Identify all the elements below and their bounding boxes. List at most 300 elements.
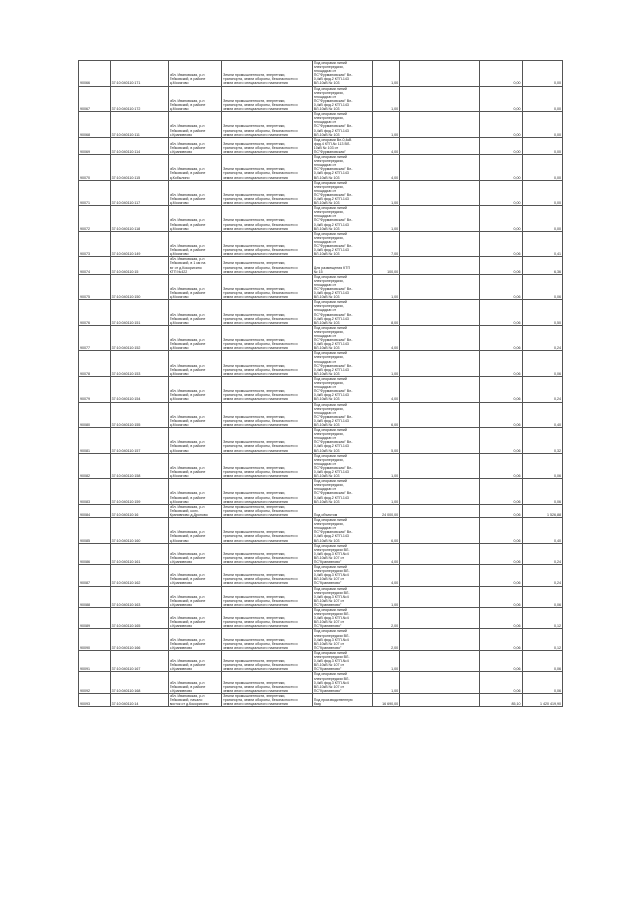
area-value: 24 000,00 [372, 504, 399, 517]
empty-cell [400, 61, 480, 87]
address-cell-line: Тейковский, в районе [169, 495, 206, 500]
address-cell-line: с.Крапивново [169, 645, 193, 650]
land-category-cell [222, 693, 313, 706]
table-row [79, 274, 563, 300]
permitted-use-cell-line: Под опорами линий [313, 428, 347, 433]
address-cell [168, 672, 222, 693]
address-cell-line: обл. Ивановская, р-н [169, 680, 205, 685]
address-cell-line: Тейковский, в районе [169, 534, 206, 539]
address-cell-line: д.Мосягово [169, 320, 189, 325]
cadastral-number: 37:10:040110:159 [110, 479, 168, 505]
permitted-use-cell-line: электропередачи, [313, 432, 344, 437]
permitted-use-cell-line: площадью от [313, 94, 337, 99]
table-row [79, 453, 563, 479]
permitted-use-cell [312, 180, 372, 206]
permitted-use-cell [312, 86, 372, 112]
permitted-use-cell-line: 0,4кВ фид.3 КТП-№4 [313, 551, 349, 556]
permitted-use-cell-line: Под опорами линий [313, 351, 347, 356]
result-value: 0,12 [522, 608, 562, 629]
result-value: 1 526,88 [522, 504, 562, 517]
address-cell-line: д.Мосягово [169, 474, 189, 479]
address-cell-line: Тейковский, колх. [169, 508, 199, 513]
area-value: 6,00 [372, 402, 399, 428]
rate-value: 0,06 [479, 274, 522, 300]
table-row [79, 629, 563, 650]
address-cell-line: с.Крапивново [169, 581, 193, 586]
area-value: 4,00 [372, 565, 399, 586]
table-row [79, 206, 563, 232]
permitted-use-cell [312, 672, 372, 693]
permitted-use-cell-line: площадью от [313, 282, 337, 287]
permitted-use-cell [312, 300, 372, 326]
table-row [79, 137, 563, 154]
address-cell [168, 300, 222, 326]
permitted-use-cell-line: ВЛ-10кВ № 103 [313, 538, 340, 543]
empty-cell [400, 543, 480, 564]
land-category-cell-line: земли иного специального назначения [223, 346, 288, 351]
land-category-cell-line: Земли промышленности, энергетики, [223, 244, 286, 249]
permitted-use-cell-line: площадью от [313, 334, 337, 338]
result-value: 0,00 [522, 61, 562, 87]
land-category-cell-line: земли иного специального назначения [223, 499, 288, 504]
land-category-cell-line: транспорта, земли обороны, безопасности и [223, 291, 298, 296]
permitted-use-cell-line: электропередачи ВЛ- [313, 612, 350, 617]
address-cell-line: Тейковский, в районе [169, 641, 206, 646]
row-number: 90070 [79, 155, 111, 181]
permitted-use-cell-line: 0,4кВ фид.2 КТП-143 [313, 291, 349, 296]
result-value: 0,12 [522, 629, 562, 650]
permitted-use-cell-line: фид.4 КТП-№ 113 ВЛ- [313, 141, 351, 146]
address-cell [168, 137, 222, 154]
row-number: 90089 [79, 608, 111, 629]
permitted-use-cell-line: площадью от [313, 239, 337, 244]
land-category-cell-line: транспорта, земли обороны, безопасности и [223, 663, 298, 668]
permitted-use-cell-line: ПС"Фурмановская" Вл- [313, 73, 353, 78]
empty-cell [400, 518, 480, 544]
land-category-cell-line: транспорта, земли обороны, безопасности и [223, 145, 298, 150]
land-category-cell-line: транспорта, земли обороны, безопасности и [223, 495, 298, 500]
land-category-cell [222, 112, 313, 138]
address-cell [168, 231, 222, 257]
address-cell [168, 565, 222, 586]
result-value: 0,06 [522, 453, 562, 479]
land-category-cell [222, 137, 313, 154]
rate-value: 0,06 [479, 672, 522, 693]
land-category-cell-line: транспорта, земли обороны, безопасности и [223, 197, 298, 201]
address-cell [168, 402, 222, 428]
address-cell-line: обл. Ивановская, р-н [169, 312, 205, 317]
land-category-cell [222, 257, 313, 274]
land-category-cell-line: Земли промышленности, энергетики, [223, 616, 286, 621]
permitted-use-cell [312, 137, 372, 154]
land-category-cell [222, 518, 313, 544]
address-cell [168, 693, 222, 706]
rate-value: 0,06 [479, 453, 522, 479]
address-cell-line: Тейковский, в районе [169, 197, 206, 201]
cadastral-number: 37:10:040110:157 [110, 428, 168, 454]
permitted-use-cell-line: 0,4кВ фид.2 КТП-143 [313, 342, 349, 347]
permitted-use-cell-line: ПС"Крапивново" [313, 645, 342, 650]
empty-cell [400, 672, 480, 693]
permitted-use-cell-line: ВЛ-10кВ № 103 [313, 346, 340, 351]
area-value: 1,00 [372, 672, 399, 693]
permitted-use-cell-line: ВЛ-10кВ № 107 от [313, 620, 345, 625]
permitted-use-cell-line: электропередачи, [313, 457, 344, 462]
empty-cell [400, 325, 480, 351]
permitted-use-cell-line: Под опорами линий [313, 300, 347, 305]
permitted-use-cell-line: ПС"Крапивново" [313, 581, 342, 586]
row-number: 90090 [79, 629, 111, 650]
rate-value: 0,06 [479, 257, 522, 274]
cadastral-number: 37:10:040110:160 [110, 518, 168, 544]
permitted-use-cell-line: 0,4кВ фид.2 КТП-143 [313, 102, 349, 107]
address-cell-line: Тейковский, в районе [169, 222, 206, 227]
table-row [79, 257, 563, 274]
permitted-use-cell-line: ПС"Фурмановская" Вл- [313, 465, 353, 470]
empty-cell [400, 402, 480, 428]
land-category-cell [222, 402, 313, 428]
permitted-use-cell [312, 112, 372, 138]
area-value: 6,00 [372, 518, 399, 544]
row-number: 90067 [79, 86, 111, 112]
land-category-cell-line: Земли промышленности, энергетики, [223, 73, 286, 78]
address-cell-line: обл. Ивановская, р-н [169, 141, 205, 146]
land-category-cell-line: транспорта, земли обороны, безопасности и [223, 102, 298, 107]
address-cell [168, 180, 222, 206]
table-row [79, 231, 563, 257]
permitted-use-cell-line: электропередачи, [313, 159, 344, 164]
permitted-use-cell-line: Под опорами линий [313, 629, 347, 634]
result-value: 6,36 [522, 257, 562, 274]
address-cell [168, 274, 222, 300]
land-category-cell-line: транспорта, земли обороны, безопасности и [223, 508, 298, 513]
permitted-use-cell-line: Под опорами Вл-0,4кВ [313, 137, 352, 142]
land-category-cell [222, 629, 313, 650]
area-value: 4,00 [372, 543, 399, 564]
permitted-use-cell [312, 586, 372, 607]
permitted-use-cell-line: ВЛ-10кВ № 103 [313, 397, 340, 402]
address-cell [168, 629, 222, 650]
result-value: 1 420 419,90 [522, 693, 562, 706]
permitted-use-cell-line: площадью от [313, 487, 337, 492]
land-category-cell-line: транспорта, земли обороны, безопасности и [223, 555, 298, 560]
address-cell-line: обл. Ивановская, р-н [169, 338, 205, 343]
land-category-cell-line: земли иного специального назначения [223, 422, 288, 427]
permitted-use-cell-line: ПС"Фурмановская" Вл- [313, 530, 353, 535]
permitted-use-cell-line: Под опорами линий [313, 206, 347, 211]
permitted-use-cell-line: Под опорами линий [313, 86, 347, 91]
address-cell-line: обл. Ивановская, р-н [169, 659, 205, 664]
address-cell-line: Тейковский, в районе [169, 316, 206, 321]
result-value: 0,24 [522, 376, 562, 402]
row-number: 90092 [79, 672, 111, 693]
permitted-use-cell-line: 0,4кВ фид.2 КТП-143 [313, 393, 349, 398]
permitted-use-cell-line: ПС"Крапивново" [313, 624, 342, 629]
permitted-use-cell-line: Под опорами линий [313, 479, 347, 484]
land-category-cell-line: Земли промышленности, энергетики, [223, 491, 286, 496]
area-value: 5,00 [372, 428, 399, 454]
address-cell-line: д.Мосягово [169, 499, 189, 504]
rate-value: 0,06 [479, 650, 522, 671]
cadastral-number: 37:10:040110:150 [110, 274, 168, 300]
land-category-cell [222, 155, 313, 181]
permitted-use-cell-line: электропередачи, [313, 304, 344, 309]
result-value: 0,00 [522, 155, 562, 181]
row-number: 90069 [79, 137, 111, 154]
row-number: 90087 [79, 565, 111, 586]
rate-value: 0,00 [479, 155, 522, 181]
row-number: 90066 [79, 61, 111, 87]
row-number: 90082 [79, 453, 111, 479]
permitted-use-cell-line: электропередачи, [313, 65, 344, 70]
table-row [79, 112, 563, 138]
permitted-use-cell-line: ВЛ-10кВ № 103 [313, 252, 340, 257]
address-cell [168, 479, 222, 505]
permitted-use-cell-line: Под опорами линий [313, 376, 347, 381]
land-category-cell-line: транспорта, земли обороны, безопасности и [223, 534, 298, 539]
address-cell-line: обл. Ивановская, р-н [169, 616, 205, 621]
permitted-use-cell-line: Под опорами линий [313, 180, 347, 185]
empty-cell [400, 180, 480, 206]
land-category-cell-line: земли иного специального назначения [223, 149, 288, 154]
cadastral-number: 37:10:040110:166 [110, 629, 168, 650]
land-category-cell [222, 479, 313, 505]
address-cell [168, 428, 222, 454]
address-cell [168, 376, 222, 402]
land-category-cell-line: Земли промышленности, энергетики, [223, 312, 286, 317]
permitted-use-cell-line: 0,4кВ фид.3 КТП-№4 [313, 637, 349, 642]
permitted-use-cell-line: электропередачи, [313, 235, 344, 240]
address-cell-line: обл. Ивановская, р-н [169, 491, 205, 496]
land-category-cell-line: Земли промышленности, энергетики, [223, 218, 286, 223]
table-row [79, 300, 563, 326]
permitted-use-cell-line: электропередачи ВЛ- [313, 676, 350, 681]
address-cell-line: обл. Ивановская, р-н [169, 440, 205, 445]
address-cell-line: д.Мосягово [169, 538, 189, 543]
result-value: 0,06 [522, 586, 562, 607]
permitted-use-cell-line: ВЛ-10кВ № 103 [313, 201, 340, 206]
permitted-use-cell-line: 10кВ № 103 от [313, 145, 339, 150]
permitted-use-cell-line: 0,4кВ фид.2 КТП-143 [313, 77, 349, 82]
land-category-cell-line: Земли промышленности, энергетики, [223, 573, 286, 578]
row-number: 90088 [79, 586, 111, 607]
permitted-use-cell-line: электропередачи ВЛ- [313, 655, 350, 660]
empty-cell [400, 351, 480, 377]
permitted-use-cell [312, 325, 372, 351]
permitted-use-cell-line: ВЛ-10кВ № 107 от [313, 555, 345, 560]
land-category-cell-line: Земли промышленности, энергетики, [223, 261, 286, 266]
address-cell-line: д.Мосягово [169, 295, 189, 300]
land-category-cell-line: земли иного специального назначения [223, 538, 288, 543]
address-cell-line: обл. Ивановская, р-н [169, 465, 205, 470]
address-cell-line: обл. Ивановская, р-н [169, 124, 205, 129]
row-number: 90076 [79, 300, 111, 326]
permitted-use-cell-line: ВЛ-10кВ № 107 от [313, 641, 345, 646]
land-category-cell-line: транспорта, земли обороны, безопасности и [223, 418, 298, 423]
land-category-cell-line: транспорта, земли обороны, безопасности и [223, 316, 298, 321]
cadastral-number: 37:10:040110:114 [110, 137, 168, 154]
result-value: 0,00 [522, 112, 562, 138]
land-category-cell-line: транспорта, земли обороны, безопасности и [223, 128, 298, 133]
land-category-cell [222, 86, 313, 112]
result-value: 0,41 [522, 231, 562, 257]
permitted-use-cell-line: ВЛ-10кВ № 103 [313, 422, 340, 427]
permitted-use-cell-line: ПС"Фурмановская" Вл- [313, 98, 353, 103]
permitted-use-cell-line: Под опорами линий [313, 61, 347, 65]
land-category-cell [222, 565, 313, 586]
permitted-use-cell [312, 231, 372, 257]
permitted-use-cell-line: базу [313, 702, 322, 707]
result-value: 0,06 [522, 351, 562, 377]
empty-cell [400, 206, 480, 232]
land-category-cell-line: Земли промышленности, энергетики, [223, 389, 286, 394]
permitted-use-cell-line: 0,4кВ фид.2 КТП-143 [313, 128, 349, 133]
permitted-use-cell-line: 0,4кВ фид.2 КТП-143 [313, 316, 349, 321]
address-cell [168, 586, 222, 607]
address-cell [168, 608, 222, 629]
row-number: 90083 [79, 479, 111, 505]
permitted-use-cell-line: Для размещения КТП [313, 265, 351, 270]
land-category-cell [222, 180, 313, 206]
land-category-cell-line: транспорта, земли обороны, безопасности и [223, 265, 298, 270]
address-cell-line: Тейковский, в районе [169, 577, 206, 582]
permitted-use-cell-line: ВЛ-10кВ № 103 [313, 175, 340, 180]
address-cell-line: обл. Ивановская, р-н [169, 73, 205, 78]
area-value: 1,00 [372, 274, 399, 300]
cadastral-number: 37:10:040110:15 [110, 257, 168, 274]
empty-cell [400, 137, 480, 154]
row-number: 90081 [79, 428, 111, 454]
permitted-use-cell-line: ПС"Фурмановская" Вл- [313, 363, 353, 368]
permitted-use-cell-line: электропередачи ВЛ- [313, 547, 350, 552]
rate-value: 0,06 [479, 376, 522, 402]
result-value: 0,40 [522, 402, 562, 428]
land-category-cell [222, 650, 313, 671]
land-category-cell [222, 300, 313, 326]
land-category-cell-line: земли иного специального назначения [223, 581, 288, 586]
permitted-use-cell-line: 0,4кВ фид.2 КТП-143 [313, 197, 349, 201]
empty-cell [400, 453, 480, 479]
area-value: 4,00 [372, 325, 399, 351]
address-cell [168, 543, 222, 564]
permitted-use-cell-line: Под опорами линий [313, 650, 347, 655]
row-number: 90072 [79, 206, 111, 232]
table-row [79, 402, 563, 428]
permitted-use-cell-line: площадью от [313, 359, 337, 364]
row-number: 90071 [79, 180, 111, 206]
address-cell-line: Тейковский, в районе [169, 342, 206, 347]
permitted-use-cell [312, 650, 372, 671]
permitted-use-cell-line: ВЛ-10кВ № 103 [313, 448, 340, 453]
address-cell-line: д.Мосягово [169, 201, 189, 206]
address-cell-line: юг от д.Кокорихино [169, 265, 202, 270]
cadastral-number: 37:10:040110:149 [110, 231, 168, 257]
land-category-cell-line: земли иного специального назначения [223, 474, 288, 479]
permitted-use-cell-line: ПС"Крапивново" [313, 688, 342, 693]
row-number: 90078 [79, 351, 111, 377]
permitted-use-cell-line: ВЛ-10кВ № 107 от [313, 663, 345, 668]
permitted-use-cell-line: 0,4кВ фид.2 КТП-143 [313, 222, 349, 227]
permitted-use-cell-line: электропередачи, [313, 406, 344, 411]
cadastral-number: 37:10:040110:151 [110, 300, 168, 326]
permitted-use-cell-line: Под опорами линий [313, 325, 347, 330]
address-cell-line: с.Крапивново [169, 624, 193, 629]
permitted-use-cell [312, 206, 372, 232]
land-category-cell-line: транспорта, земли обороны, безопасности и [223, 577, 298, 582]
land-category-cell [222, 504, 313, 517]
table-row [79, 351, 563, 377]
empty-cell [400, 504, 480, 517]
permitted-use-cell-line: ВЛ-10кВ № 107 от [313, 684, 345, 689]
permitted-use-cell [312, 155, 372, 181]
address-cell-line: Тейковский, начало [169, 697, 203, 702]
permitted-use-cell-line: электропередачи, [313, 329, 344, 334]
permitted-use-cell-line: площадью от [313, 188, 337, 193]
permitted-use-cell-line: 0,4кВ фид.2 КТП-143 [313, 367, 349, 372]
land-category-cell [222, 206, 313, 232]
cadastral-number: 37:10:040110:158 [110, 453, 168, 479]
permitted-use-cell-line: 0,4кВ фид.2 КТП-143 [313, 495, 349, 500]
address-cell [168, 257, 222, 274]
land-category-cell-line: земли иного специального назначения [223, 624, 288, 629]
permitted-use-cell-line: ПС"Крапивново" [313, 667, 342, 672]
land-category-cell-line: транспорта, земли обороны, безопасности и [223, 171, 298, 176]
table-row [79, 61, 563, 87]
address-cell-line: Тейковский, в районе [169, 145, 206, 150]
permitted-use-cell [312, 351, 372, 377]
land-category-cell-line: Земли промышленности, энергетики, [223, 338, 286, 343]
permitted-use-cell-line: ПС"Фурмановская" Вл- [313, 167, 353, 172]
address-cell [168, 112, 222, 138]
land-category-cell [222, 453, 313, 479]
permitted-use-cell-line: ПС"Фурмановская" Вл- [313, 218, 353, 223]
permitted-use-cell-line: площадью от [313, 214, 337, 219]
permitted-use-cell [312, 693, 372, 706]
result-value: 0,24 [522, 325, 562, 351]
permitted-use-cell-line: ПС"Фурмановская" Вл- [313, 440, 353, 445]
permitted-use-cell-line: ПС"Фурмановская" [313, 149, 346, 154]
permitted-use-cell [312, 518, 372, 544]
cadastral-number: 37:10:040110:118 [110, 206, 168, 232]
rate-value: 0,00 [479, 112, 522, 138]
land-category-cell-line: транспорта, земли обороны, безопасности и [223, 620, 298, 625]
land-category-cell-line: земли иного специального назначения [223, 81, 288, 86]
address-cell-line: обл. Ивановская, р-н [169, 594, 205, 599]
address-cell-line: Тейковский, в районе [169, 128, 206, 133]
address-cell-line: обл. Ивановская, р-н [169, 286, 205, 291]
permitted-use-cell [312, 629, 372, 650]
address-cell-line: обл. Ивановская, р-н [169, 637, 205, 642]
land-category-cell-line: земли иного специального назначения [223, 226, 288, 231]
address-cell-line: Тейковский, в районе [169, 171, 206, 176]
land-category-cell-line: земли иного специального назначения [223, 175, 288, 180]
permitted-use-cell-line: электропередачи ВЛ- [313, 590, 350, 595]
empty-cell [400, 300, 480, 326]
address-cell-line: Тейковский, в районе [169, 620, 206, 625]
land-category-cell-line: Земли промышленности, энергетики, [223, 192, 286, 197]
empty-cell [400, 428, 480, 454]
area-value: 4,00 [372, 137, 399, 154]
address-cell-line: Тейковский, в районе [169, 291, 206, 296]
address-cell-line: с.Крапивново [169, 559, 193, 564]
address-cell-line: Тейковский, в районе [169, 418, 206, 423]
table-row [79, 672, 563, 693]
address-cell [168, 650, 222, 671]
address-cell-line: д.Мосягово [169, 346, 189, 351]
rate-value: 0,06 [479, 479, 522, 505]
permitted-use-cell-line: ВЛ-10кВ № 103 [313, 320, 340, 325]
address-cell [168, 155, 222, 181]
